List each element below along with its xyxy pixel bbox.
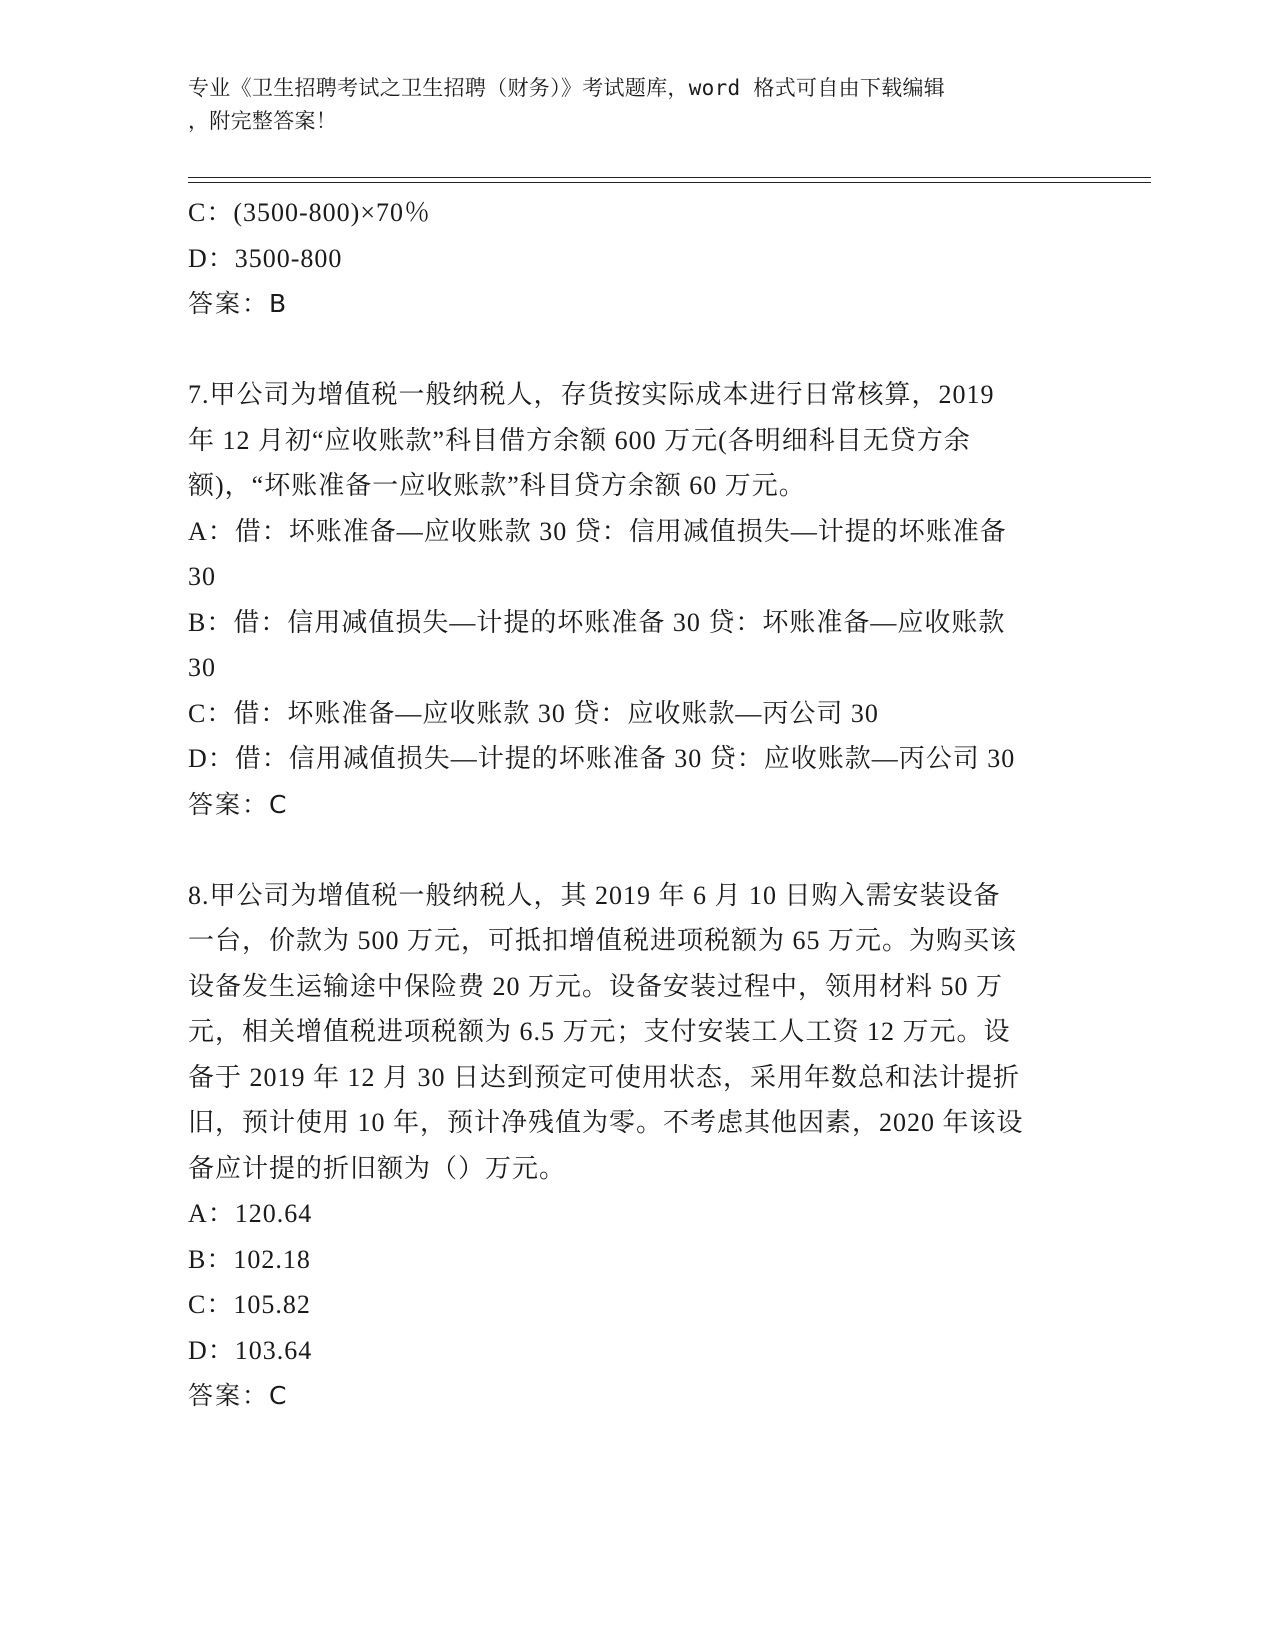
option-d: D：103.64 bbox=[188, 1335, 313, 1365]
question-stem-line: 一台，价款为 500 万元，可抵扣增值税进项税额为 65 万元。为购买该 bbox=[188, 926, 1018, 955]
question-7 bbox=[188, 372, 1088, 827]
question-stem-line: 元，相关增值税进项税额为 6.5 万元；支付安装工人工资 12 万元。设 bbox=[188, 1017, 1011, 1046]
option-b: B：借：信用减值损失—计提的坏账准备 30 贷：坏账准备—应收账款 bbox=[188, 607, 1006, 637]
document-body bbox=[188, 190, 1088, 1419]
question-stem-line: 额)，“坏账准备一应收账款”科目贷方余额 60 万元。 bbox=[188, 471, 806, 500]
option-a: A：120.64 bbox=[188, 1199, 313, 1228]
option-c: C：借：坏账准备—应收账款 30 贷：应收账款—丙公司 30 bbox=[188, 698, 879, 728]
previous-question-tail bbox=[188, 190, 1088, 327]
option-c: C：105.82 bbox=[188, 1290, 311, 1319]
question-stem-line: 8.甲公司为增值税一般纳税人，其 2019 年 6 月 10 日购入需安装设备 bbox=[188, 880, 1001, 910]
question-8 bbox=[188, 873, 1088, 1419]
option-b-continued: 30 bbox=[188, 653, 216, 682]
spacer bbox=[188, 327, 1088, 373]
answer-line: 答案：C bbox=[188, 789, 289, 819]
question-stem-line: 设备发生运输途中保险费 20 万元。设备安装过程中，领用材料 50 万 bbox=[188, 971, 1004, 1001]
question-stem-line: 旧，预计使用 10 年，预计净残值为零。不考虑其他因素，2020 年该设 bbox=[188, 1108, 1024, 1137]
document-header bbox=[188, 72, 1088, 138]
header-divider-bottom bbox=[188, 182, 1151, 183]
option-d: D：3500-800 bbox=[188, 243, 343, 273]
option-a-continued: 30 bbox=[188, 562, 216, 591]
option-c: C：(3500-800)×70％ bbox=[188, 198, 431, 227]
answer-line: 答案：C bbox=[188, 1381, 289, 1410]
spacer bbox=[188, 827, 1088, 873]
question-stem-line: 备应计提的折旧额为（）万元。 bbox=[188, 1153, 567, 1183]
answer-line: 答案：B bbox=[188, 289, 289, 318]
question-stem-line: 7.甲公司为增值税一般纳税人，存货按实际成本进行日常核算，2019 bbox=[188, 380, 995, 409]
option-a: A：借：坏账准备—应收账款 30 贷：信用减值损失—计提的坏账准备 bbox=[188, 516, 1007, 546]
question-stem-line: 年 12 月初“应收账款”科目借方余额 600 万元(各明细科目无贷方余 bbox=[188, 425, 971, 455]
header-line-1: 专业《卫生招聘考试之卫生招聘（财务）》考试题库，word 格式可自由下载编辑 bbox=[188, 76, 946, 100]
question-stem-line: 备于 2019 年 12 月 30 日达到预定可使用状态，采用年数总和法计提折 bbox=[188, 1062, 1021, 1092]
option-d: D：借：信用减值损失—计提的坏账准备 30 贷：应收账款—丙公司 30 bbox=[188, 744, 1016, 773]
header-divider-top bbox=[188, 177, 1151, 178]
header-line-2: ，附完整答案！ bbox=[188, 109, 338, 133]
option-b: B：102.18 bbox=[188, 1244, 311, 1274]
